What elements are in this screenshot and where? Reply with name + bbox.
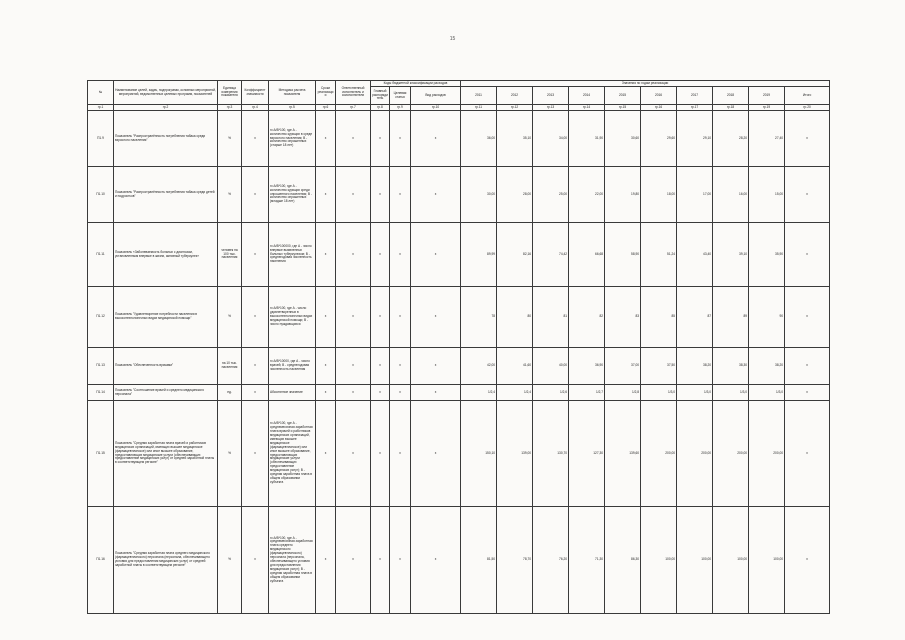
- column-number: гр.18: [713, 105, 749, 111]
- unit-cell: %: [218, 167, 242, 223]
- year-value-cell: 81,50: [461, 507, 497, 614]
- year-value-cell: 29,60: [641, 111, 677, 167]
- unit-cell: человек на 100 тыс. населения: [218, 223, 242, 287]
- header-year: 2017: [677, 87, 713, 105]
- column-number: гр.15: [605, 105, 641, 111]
- indicator-name: Показатель «Заболеваемость больных с диагнозом, установленным впервые в жизни, активный туберкулез»: [114, 223, 218, 287]
- method-cell: n=A/B*100, где А - среднемесячная заработная плата врачей и работников медицинских организаций, имеющих высшее медицинское (фармацевтическое) или иное высшее образование, предоставляющих медицинские услуги (обеспечивающих предоставление медицинских услуг); В - средняя заработная плата в общем образовании субъекта: [269, 401, 316, 507]
- header-name: Наименование целей, задач, подпрограмм, основных мероприятий, мероприятий, ведомственных целевых программ, показателей: [114, 81, 218, 105]
- page-number: 15: [449, 36, 456, 42]
- year-value-cell: 30,60: [605, 111, 641, 167]
- header-years-group: Значения по годам реализации: [461, 81, 830, 87]
- year-value-cell: 139,60: [605, 401, 641, 507]
- header-unit: Единица измерения показателя: [218, 81, 242, 105]
- term-cell: х: [316, 507, 336, 614]
- column-number: гр.20: [785, 105, 830, 111]
- budget-main-cell: х: [371, 348, 390, 385]
- term-cell: х: [316, 385, 336, 401]
- method-cell: n=A/B*100, где А - количество курящих среди опрошенного населения; В - количество опрошенных (младше 18 лет): [269, 167, 316, 223]
- year-value-cell: 27,40: [749, 111, 785, 167]
- indicator-name: Показатель "Соотношение врачей и среднего медицинского персонала": [114, 385, 218, 401]
- year-value-cell: 82,16: [497, 223, 533, 287]
- year-value-cell: 30,00: [461, 167, 497, 223]
- column-number: гр.6: [316, 105, 336, 111]
- row-number: П1.11: [88, 223, 114, 287]
- year-value-cell: 43,40: [677, 223, 713, 287]
- year-value-cell: 85: [641, 287, 677, 348]
- method-cell: n=A/B*100000, где А - число впервые выявленных больных туберкулезом; В - среднегодовая численность населения: [269, 223, 316, 287]
- header-budget-main: Главный распорядитель: [371, 87, 390, 105]
- column-number: гр.11: [461, 105, 497, 111]
- budget-kind-cell: х: [411, 111, 461, 167]
- total-cell: х: [785, 401, 830, 507]
- year-value-cell: 38,30: [713, 348, 749, 385]
- unit-cell: ед.: [218, 385, 242, 401]
- table-row: [88, 385, 830, 401]
- term-cell: х: [316, 401, 336, 507]
- header-year: 2018: [713, 87, 749, 105]
- column-number: гр.2: [114, 105, 218, 111]
- method-cell: Абсолютное значение: [269, 385, 316, 401]
- column-number: гр.4: [242, 105, 269, 111]
- year-value-cell: 74,42: [533, 223, 569, 287]
- year-value-cell: 139,00: [497, 401, 533, 507]
- year-value-cell: 83: [605, 287, 641, 348]
- column-number: гр.3: [218, 105, 242, 111]
- year-value-cell: 58,90: [605, 223, 641, 287]
- unit-cell: %: [218, 287, 242, 348]
- year-value-cell: 36,00: [461, 111, 497, 167]
- table-row: [88, 287, 830, 348]
- header-year: 2014: [569, 87, 605, 105]
- year-value-cell: 1/2,8: [605, 385, 641, 401]
- total-cell: х: [785, 507, 830, 614]
- budget-main-cell: х: [371, 287, 390, 348]
- year-value-cell: 200,00: [713, 401, 749, 507]
- header-resp: Ответственный исполнитель и соисполнители: [336, 81, 371, 105]
- method-cell: n=A/B*10000, где А - число врачей; В - среднегодовая численность населения: [269, 348, 316, 385]
- term-cell: х: [316, 167, 336, 223]
- budget-main-cell: х: [371, 385, 390, 401]
- column-number: гр.14: [569, 105, 605, 111]
- coef-cell: х: [242, 223, 269, 287]
- coef-cell: х: [242, 401, 269, 507]
- total-cell: х: [785, 167, 830, 223]
- year-value-cell: 15,00: [749, 167, 785, 223]
- year-value-cell: 37,50: [641, 348, 677, 385]
- method-cell: n=A/B*100, где А - среднемесячная заработная плата среднего медицинского (фармацевтического) персонала (персонала, обеспечивающего условия для предоставления медицинских услуг); В - средняя заработная плата в общем образовании субъекта: [269, 507, 316, 614]
- column-number: гр.9: [390, 105, 411, 111]
- resp-cell: х: [336, 385, 371, 401]
- budget-main-cell: х: [371, 111, 390, 167]
- year-value-cell: 200,00: [641, 401, 677, 507]
- year-value-cell: 38,20: [677, 348, 713, 385]
- year-value-cell: 89: [713, 287, 749, 348]
- year-value-cell: 29,10: [677, 111, 713, 167]
- year-value-cell: 100,00: [641, 507, 677, 614]
- header-method: Методика расчета показателя: [269, 81, 316, 105]
- year-value-cell: 1/3,0: [641, 385, 677, 401]
- year-value-cell: 19,80: [605, 167, 641, 223]
- row-number: П1.16: [88, 507, 114, 614]
- year-value-cell: 36,90: [569, 348, 605, 385]
- year-value-cell: 78: [461, 287, 497, 348]
- row-number: П1.14: [88, 385, 114, 401]
- budget-kind-cell: х: [411, 385, 461, 401]
- method-cell: n=A/B*100, где А - количество курящих в среде взрослого населения; В - количество опрошенных (старше 18 лет): [269, 111, 316, 167]
- year-value-cell: 1/2,7: [569, 385, 605, 401]
- resp-cell: х: [336, 348, 371, 385]
- year-value-cell: 31,90: [569, 111, 605, 167]
- row-number: П1.15: [88, 401, 114, 507]
- year-value-cell: 66,68: [569, 223, 605, 287]
- year-value-cell: 81: [533, 287, 569, 348]
- budget-target-cell: х: [390, 507, 411, 614]
- resp-cell: х: [336, 111, 371, 167]
- indicator-name: Показатель "Удовлетворение потребности населения в высокотехнологичных видах медицинской помощи": [114, 287, 218, 348]
- column-number: гр.5: [269, 105, 316, 111]
- header-budget-target: Целевая статья: [390, 87, 411, 105]
- unit-cell: %: [218, 111, 242, 167]
- budget-kind-cell: х: [411, 287, 461, 348]
- year-value-cell: 22,00: [569, 167, 605, 223]
- header-coef: Коэффициент значимости: [242, 81, 269, 105]
- header-total: Итого: [785, 87, 830, 105]
- total-cell: х: [785, 111, 830, 167]
- indicators-table: [87, 80, 830, 614]
- year-value-cell: 1/2,4: [497, 385, 533, 401]
- year-value-cell: 17,00: [677, 167, 713, 223]
- budget-kind-cell: х: [411, 401, 461, 507]
- coef-cell: х: [242, 287, 269, 348]
- row-number: П1.9: [88, 111, 114, 167]
- budget-target-cell: х: [390, 348, 411, 385]
- column-number: гр.8: [371, 105, 390, 111]
- resp-cell: х: [336, 167, 371, 223]
- total-cell: х: [785, 287, 830, 348]
- year-value-cell: 42,00: [461, 348, 497, 385]
- budget-target-cell: х: [390, 385, 411, 401]
- term-cell: х: [316, 111, 336, 167]
- header-no: №: [88, 81, 114, 105]
- year-value-cell: 82: [569, 287, 605, 348]
- year-value-cell: 76,20: [533, 507, 569, 614]
- year-value-cell: 1/3,0: [713, 385, 749, 401]
- table-row: [88, 348, 830, 385]
- year-value-cell: 18,00: [641, 167, 677, 223]
- year-value-cell: 127,30: [569, 401, 605, 507]
- year-value-cell: 87: [677, 287, 713, 348]
- indicator-name: Показатель "Средняя заработная плата врачей и работников медицинских организаций, имеющих высшее медицинское (фармацевтическое) или иное высшее образование, предоставляющих медицинские услуги (обеспечивающих предоставление медицинских услуг) от средней заработной платы в соответствующем регионе": [114, 401, 218, 507]
- table-row: [88, 167, 830, 223]
- budget-kind-cell: х: [411, 348, 461, 385]
- unit-cell: %: [218, 507, 242, 614]
- year-value-cell: 37,00: [605, 348, 641, 385]
- year-value-cell: 1/2,6: [533, 385, 569, 401]
- year-value-cell: 41,60: [497, 348, 533, 385]
- budget-target-cell: х: [390, 223, 411, 287]
- indicator-name: Показатель "Распространённость потребления табака среди взрослого населения": [114, 111, 218, 167]
- header-year: 2016: [641, 87, 677, 105]
- total-cell: х: [785, 223, 830, 287]
- header-year: 2015: [605, 87, 641, 105]
- unit-cell: %: [218, 401, 242, 507]
- term-cell: х: [316, 223, 336, 287]
- total-cell: х: [785, 385, 830, 401]
- year-value-cell: 51,24: [641, 223, 677, 287]
- year-value-cell: 16,00: [713, 167, 749, 223]
- term-cell: х: [316, 287, 336, 348]
- coef-cell: х: [242, 507, 269, 614]
- header-year: 2011: [461, 87, 497, 105]
- budget-main-cell: х: [371, 507, 390, 614]
- column-number: гр.7: [336, 105, 371, 111]
- year-value-cell: 35,10: [497, 111, 533, 167]
- row-number: П1.10: [88, 167, 114, 223]
- budget-main-cell: х: [371, 223, 390, 287]
- budget-main-cell: х: [371, 167, 390, 223]
- resp-cell: х: [336, 401, 371, 507]
- indicator-name: Показатель "Средняя заработная плата среднего медицинского (фармацевтического) персонала (персонала, обеспечивающего условия для предоставления медицинских услуг) от средней заработной платы в соответствующем регионе": [114, 507, 218, 614]
- table-row: [88, 223, 830, 287]
- budget-kind-cell: х: [411, 223, 461, 287]
- column-number: гр.12: [497, 105, 533, 111]
- budget-kind-cell: х: [411, 507, 461, 614]
- resp-cell: х: [336, 507, 371, 614]
- resp-cell: х: [336, 223, 371, 287]
- year-value-cell: 78,70: [497, 507, 533, 614]
- year-value-cell: 38,20: [749, 348, 785, 385]
- year-value-cell: 34,00: [533, 111, 569, 167]
- year-value-cell: 200,00: [677, 401, 713, 507]
- coef-cell: х: [242, 167, 269, 223]
- row-number: П1.12: [88, 287, 114, 348]
- coef-cell: х: [242, 385, 269, 401]
- table-row: [88, 401, 830, 507]
- column-number: гр.16: [641, 105, 677, 111]
- budget-kind-cell: х: [411, 167, 461, 223]
- column-number: гр.17: [677, 105, 713, 111]
- year-value-cell: 39,10: [713, 223, 749, 287]
- year-value-cell: 1/2,4: [461, 385, 497, 401]
- row-number: П1.13: [88, 348, 114, 385]
- header-year: 2012: [497, 87, 533, 105]
- year-value-cell: 1/3,0: [749, 385, 785, 401]
- table-row: [88, 507, 830, 614]
- year-value-cell: 90: [749, 287, 785, 348]
- table-row: [88, 111, 830, 167]
- year-value-cell: 100,00: [677, 507, 713, 614]
- year-value-cell: 40,00: [533, 348, 569, 385]
- year-value-cell: 200,00: [749, 401, 785, 507]
- coef-cell: х: [242, 348, 269, 385]
- header-year: 2013: [533, 87, 569, 105]
- coef-cell: х: [242, 111, 269, 167]
- year-value-cell: 35,90: [749, 223, 785, 287]
- column-number: гр.10: [411, 105, 461, 111]
- year-value-cell: 130,70: [533, 401, 569, 507]
- budget-target-cell: х: [390, 111, 411, 167]
- resp-cell: х: [336, 287, 371, 348]
- year-value-cell: 89,99: [461, 223, 497, 287]
- budget-main-cell: х: [371, 401, 390, 507]
- header-year: 2019: [749, 87, 785, 105]
- year-value-cell: 86,30: [605, 507, 641, 614]
- header-budget-group: Коды бюджетной классификации расходов: [371, 81, 461, 87]
- budget-target-cell: х: [390, 287, 411, 348]
- column-number: гр.1: [88, 105, 114, 111]
- budget-target-cell: х: [390, 401, 411, 507]
- header-term: Сроки реализации: [316, 81, 336, 105]
- total-cell: х: [785, 348, 830, 385]
- year-value-cell: 80: [497, 287, 533, 348]
- term-cell: х: [316, 348, 336, 385]
- year-value-cell: 25,00: [533, 167, 569, 223]
- header-budget-kind: Вид расходов: [411, 87, 461, 105]
- year-value-cell: 100,00: [749, 507, 785, 614]
- budget-target-cell: х: [390, 167, 411, 223]
- year-value-cell: 71,30: [569, 507, 605, 614]
- year-value-cell: 150,10: [461, 401, 497, 507]
- column-number: гр.13: [533, 105, 569, 111]
- unit-cell: на 10 тыс. населения: [218, 348, 242, 385]
- year-value-cell: 28,00: [497, 167, 533, 223]
- indicator-name: Показатель "Распространённость потребления табака среди детей и подростков": [114, 167, 218, 223]
- year-value-cell: 100,00: [713, 507, 749, 614]
- indicator-name: Показатель "Обеспеченность врачами": [114, 348, 218, 385]
- year-value-cell: 1/3,0: [677, 385, 713, 401]
- year-value-cell: 28,20: [713, 111, 749, 167]
- method-cell: n=A/B*100, где А - число удовлетворенных в высокотехнологичных видах медицинской помощи; В - число нуждающихся: [269, 287, 316, 348]
- column-number: гр.19: [749, 105, 785, 111]
